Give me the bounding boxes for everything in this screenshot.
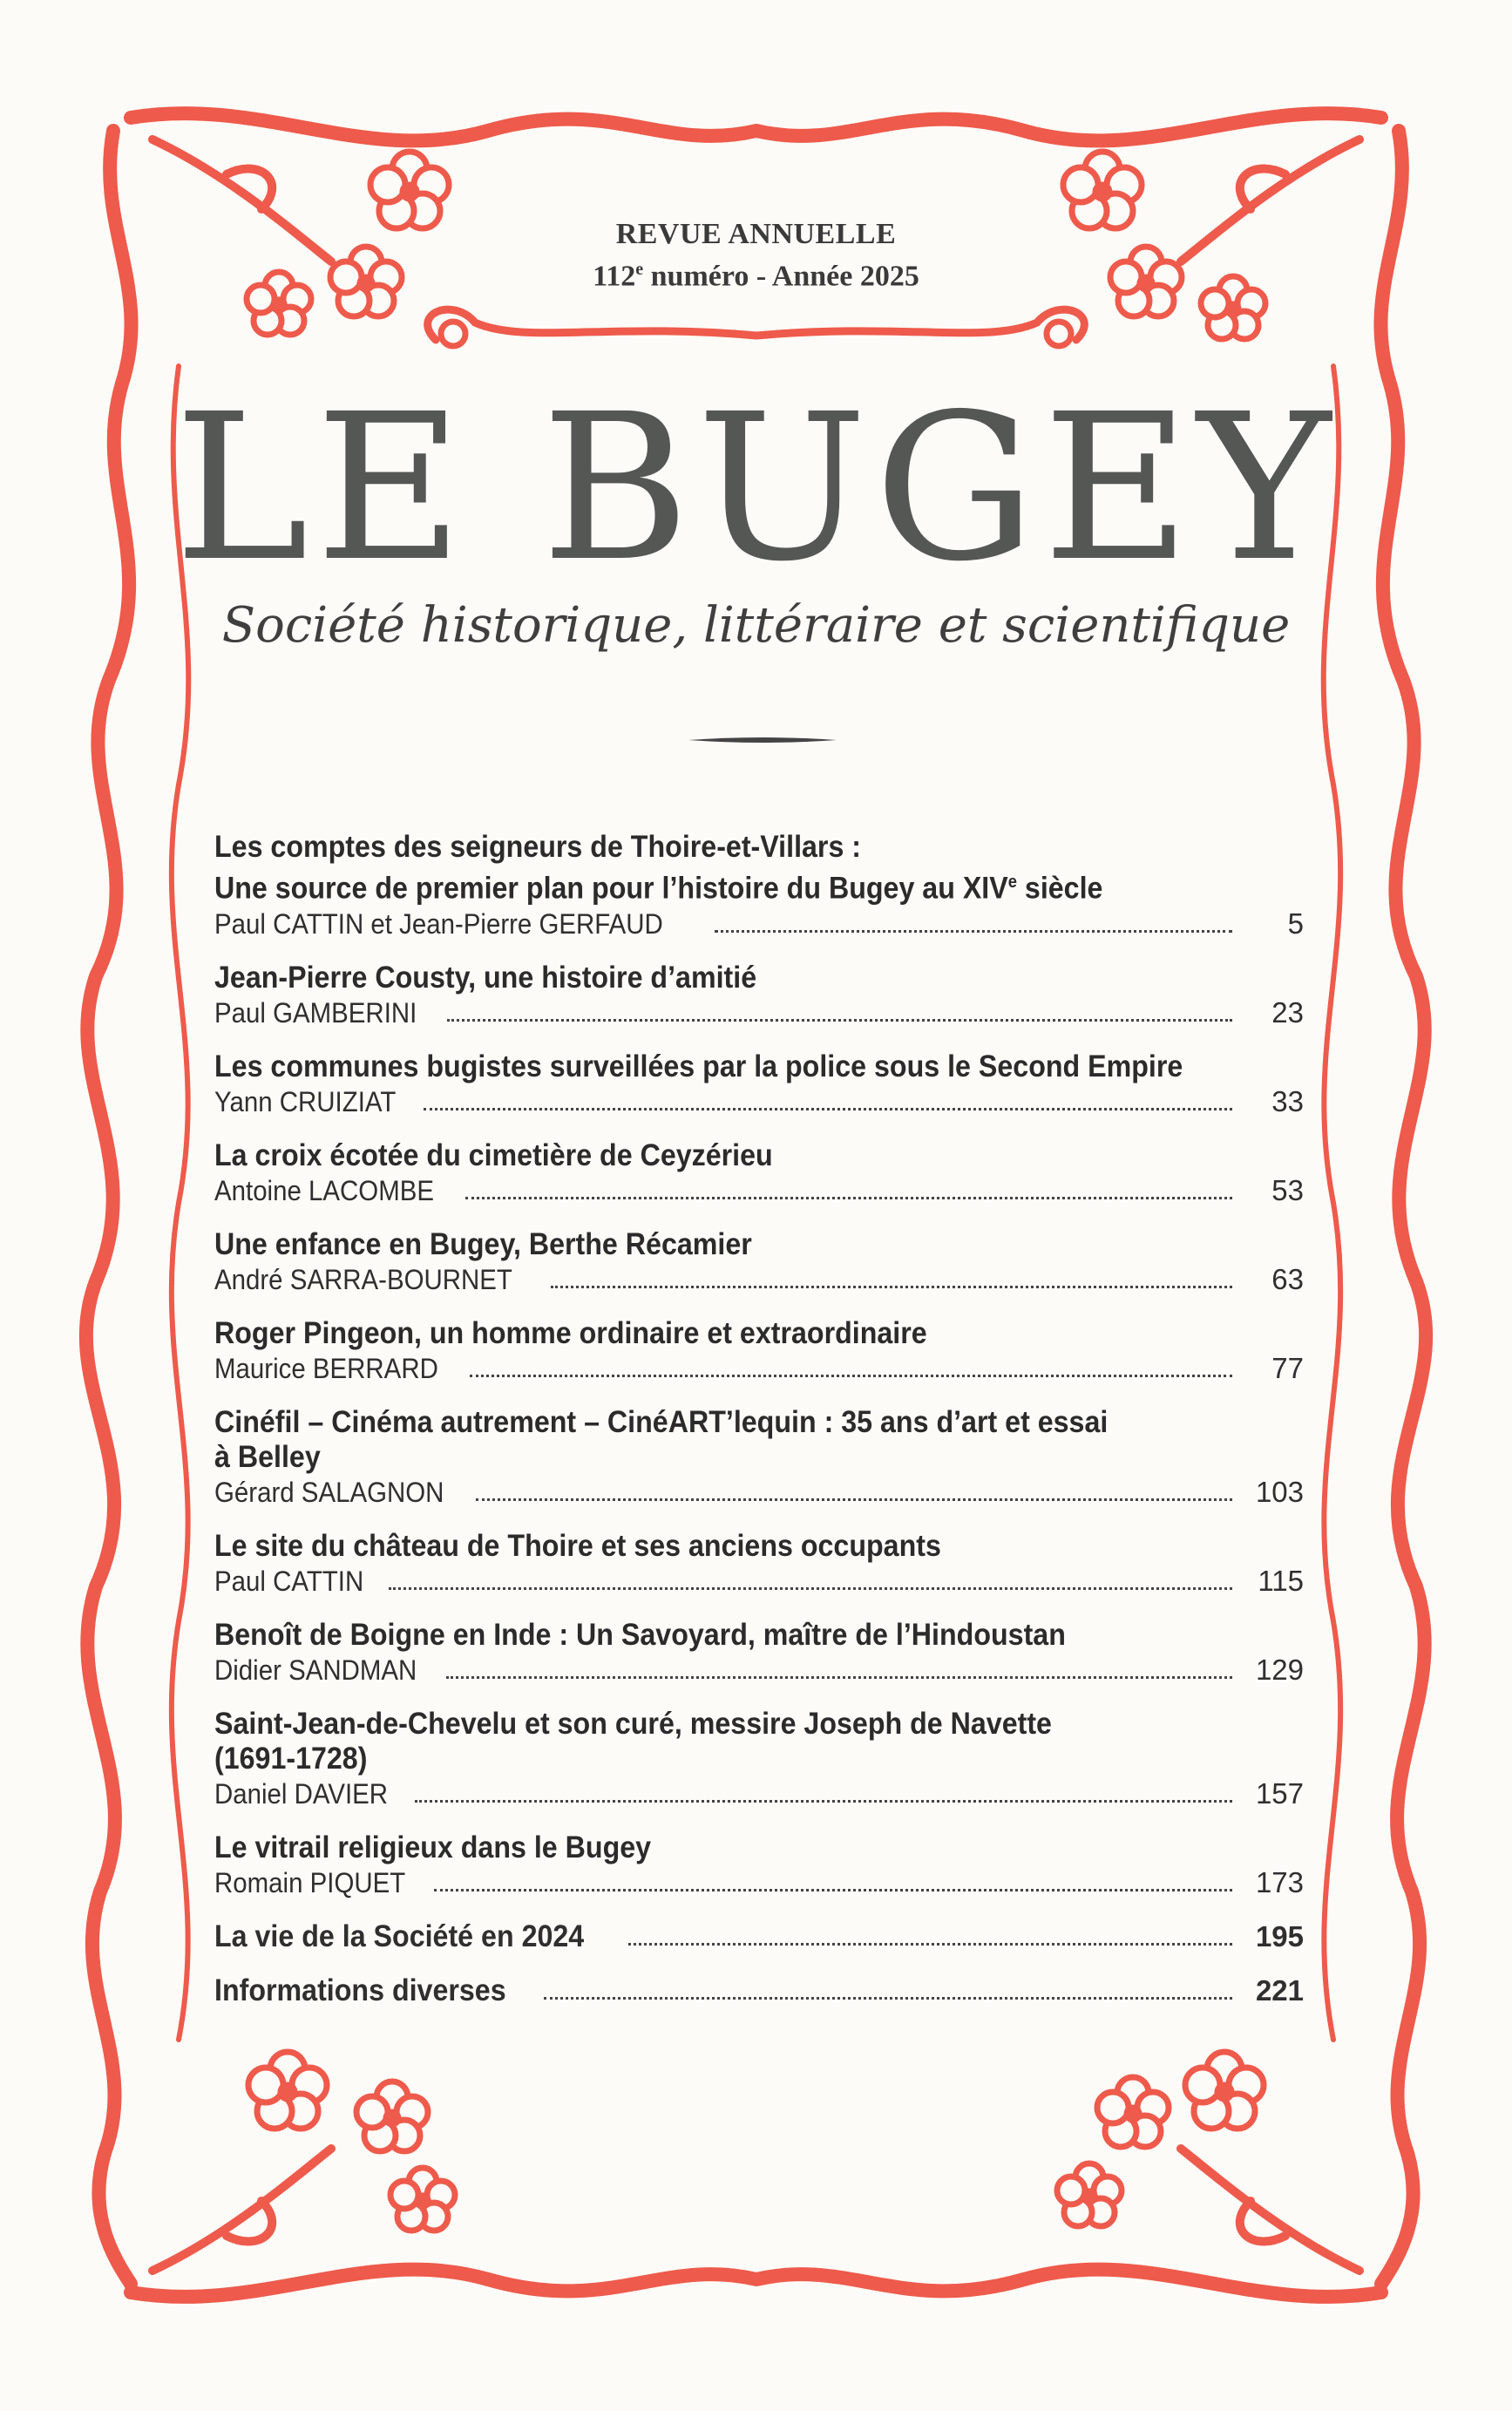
toc-entry-page: 129 bbox=[1255, 1653, 1304, 1686]
issue-number-suffix: e bbox=[635, 260, 644, 279]
leader-dots bbox=[389, 1586, 1232, 1590]
leader-dots bbox=[551, 1285, 1232, 1288]
table-of-contents bbox=[214, 830, 1304, 2027]
toc-entry-title: Cinéfil – Cinéma autrement – CinéART’lequin : 35 ans d’art et essai bbox=[214, 1404, 1109, 1439]
toc-entry-author-line bbox=[214, 1084, 1304, 1119]
leader-dots bbox=[476, 1498, 1232, 1501]
toc-entry-title: Les comptes des seigneurs de Thoire-et-Villars : bbox=[214, 830, 862, 864]
toc-entry-line bbox=[214, 1973, 1304, 2008]
journal-subtitle: Société historique, littéraire et scientifique bbox=[221, 597, 1291, 654]
toc-entry-author: Daniel DAVIER bbox=[214, 1777, 389, 1810]
toc-entry-page: 33 bbox=[1271, 1084, 1304, 1117]
toc-entry-author: Paul CATTIN bbox=[214, 1565, 364, 1597]
toc-entry[interactable] bbox=[214, 1618, 1304, 1688]
toc-entry-title-cont: Une source de premier plan pour l’histoire du Bugey au XIVe siècle bbox=[214, 871, 1103, 906]
leader-dots bbox=[415, 1799, 1232, 1803]
leader-dots bbox=[470, 1374, 1232, 1377]
toc-entry[interactable] bbox=[214, 961, 1304, 1030]
toc-entry-author-line bbox=[214, 1173, 1304, 1208]
toc-entry-author: Didier SANDMAN bbox=[214, 1654, 417, 1686]
toc-entry-page: 23 bbox=[1271, 995, 1304, 1029]
toc-entry-title: Benoît de Boigne en Inde : Un Savoyard, maître de l’Hindoustan bbox=[214, 1617, 1066, 1652]
toc-entry-author: Romain PIQUET bbox=[214, 1866, 406, 1898]
toc-entry-author: Antoine LACOMBE bbox=[214, 1174, 434, 1206]
toc-entry-page: 173 bbox=[1255, 1865, 1304, 1898]
toc-entry[interactable] bbox=[214, 1049, 1304, 1119]
toc-entry-author: André SARRA-BOURNET bbox=[214, 1263, 512, 1295]
toc-entry-title: Une enfance en Bugey, Berthe Récamier bbox=[214, 1226, 752, 1261]
toc-entry[interactable] bbox=[214, 1138, 1304, 1208]
toc-entry-title: Le site du château de Thoire et ses anciens occupants bbox=[214, 1528, 941, 1563]
issue-year: numéro - Année 2025 bbox=[643, 260, 919, 293]
toc-entry-page: 53 bbox=[1271, 1173, 1304, 1206]
toc-entry-page: 115 bbox=[1258, 1564, 1304, 1597]
toc-entry[interactable] bbox=[214, 1316, 1304, 1386]
leader-dots bbox=[424, 1107, 1232, 1110]
toc-entry-page: 5 bbox=[1287, 907, 1304, 940]
leader-dots bbox=[465, 1196, 1232, 1199]
toc-entry[interactable] bbox=[214, 1973, 1304, 2008]
toc-entry-author-line bbox=[214, 1653, 1304, 1688]
leader-dots bbox=[628, 1942, 1232, 1946]
toc-entry-page: 221 bbox=[1255, 1973, 1304, 2007]
toc-entry-author: Yann CRUIZIAT bbox=[214, 1085, 397, 1117]
toc-entry-title: Saint-Jean-de-Chevelu et son curé, messire Joseph de Navette bbox=[214, 1706, 1052, 1741]
toc-entry-page: 157 bbox=[1255, 1776, 1304, 1810]
leader-dots bbox=[544, 1996, 1232, 2000]
toc-entry[interactable] bbox=[214, 1529, 1304, 1599]
toc-entry-author: Paul GAMBERINI bbox=[214, 996, 417, 1029]
revue-label: REVUE ANNUELLE bbox=[615, 218, 897, 250]
toc-entry-title-cont: (1691-1728) bbox=[214, 1741, 368, 1776]
issue-number-value: 112 bbox=[593, 260, 636, 293]
journal-title: LE BUGEY bbox=[173, 370, 1338, 606]
toc-entry[interactable] bbox=[214, 1919, 1304, 1954]
toc-entry-title: Roger Pingeon, un homme ordinaire et extraordinaire bbox=[214, 1315, 927, 1350]
toc-entry-title: Les communes bugistes surveillées par la police sous le Second Empire bbox=[214, 1049, 1183, 1083]
toc-entry-title: Informations diverses bbox=[214, 1973, 506, 2007]
issue-number bbox=[0, 260, 1512, 293]
leader-dots bbox=[446, 1675, 1232, 1679]
leader-dots bbox=[447, 1018, 1232, 1022]
toc-entry-title: Jean-Pierre Cousty, une histoire d’amitié bbox=[214, 960, 757, 995]
toc-entry[interactable] bbox=[214, 1707, 1304, 1811]
separator-rule bbox=[688, 737, 837, 744]
toc-entry-author-line bbox=[214, 907, 1304, 941]
leader-dots bbox=[715, 929, 1232, 933]
toc-entry-title: La croix écotée du cimetière de Ceyzérieu bbox=[214, 1138, 773, 1172]
toc-entry-title: Le vitrail religieux dans le Bugey bbox=[214, 1830, 652, 1864]
toc-entry-author-line bbox=[214, 995, 1304, 1030]
toc-entry[interactable] bbox=[214, 1405, 1304, 1510]
toc-entry-page: 63 bbox=[1271, 1262, 1304, 1295]
toc-entry-author-line bbox=[214, 1351, 1304, 1386]
toc-entry[interactable] bbox=[214, 1830, 1304, 1900]
toc-entry-author: Maurice BERRARD bbox=[214, 1352, 438, 1384]
toc-entry-line bbox=[214, 1919, 1304, 1954]
toc-entry-title: La vie de la Société en 2024 bbox=[214, 1919, 585, 1953]
leader-dots bbox=[434, 1888, 1232, 1891]
toc-entry-author-line bbox=[214, 1475, 1304, 1510]
toc-entry-page: 103 bbox=[1255, 1475, 1304, 1508]
toc-entry-page: 195 bbox=[1255, 1919, 1304, 1953]
toc-entry-author: Paul CATTIN et Jean-Pierre GERFAUD bbox=[214, 907, 663, 940]
toc-entry[interactable] bbox=[214, 830, 1304, 941]
toc-entry-author-line bbox=[214, 1564, 1304, 1599]
toc-entry-author-line bbox=[214, 1865, 1304, 1900]
toc-entry-author: Gérard SALAGNON bbox=[214, 1476, 444, 1508]
toc-entry-title-cont: à Belley bbox=[214, 1439, 321, 1474]
toc-entry[interactable] bbox=[214, 1227, 1304, 1297]
toc-entry-author-line bbox=[214, 1262, 1304, 1297]
toc-entry-author-line bbox=[214, 1776, 1304, 1811]
toc-entry-page: 77 bbox=[1271, 1351, 1304, 1384]
